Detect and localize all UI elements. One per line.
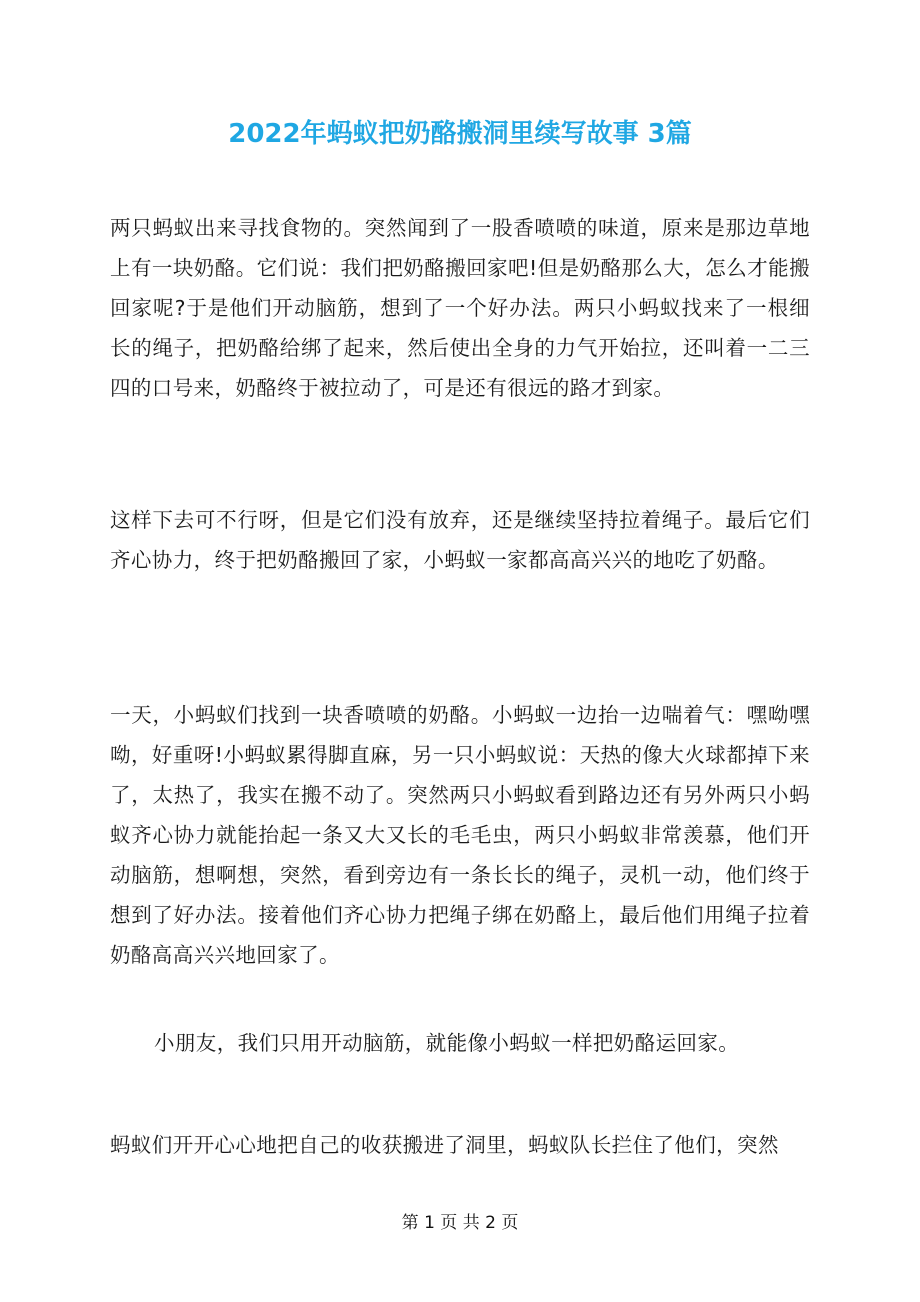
paragraph-3: 一天，小蚂蚁们找到一块香喷喷的奶酪。小蚂蚁一边抬一边喘着气：嘿呦嘿呦，好重呀!小蚂蚁累得脚直麻，另一只小蚂蚁说：天热的像大火球都掉下来了，太热了，我实在搬不动了。突然两只小蚂蚁看到路边还有另外两只小蚂蚁齐心协力就能抬起一条又大又长的毛毛虫，两只小蚂蚁非常羡慕，他们开动脑筋，想啊想，突然，看到旁边有一条长长的绳子，灵机一动，他们终于想到了好办法。接着他们齐心协力把绳子绑在奶酪上，最后他们用绳子拉着奶酪高高兴兴地回家了。 [110, 703, 810, 967]
paragraph-2: 这样下去可不行呀，但是它们没有放弃，还是继续坚持拉着绳子。最后它们齐心协力，终于把奶酪搬回了家，小蚂蚁一家都高高兴兴的地吃了奶酪。 [110, 508, 810, 572]
page-number-footer: 第 1 页 共 2 页 [401, 1213, 519, 1233]
paragraph-5: 蚂蚁们开开心心地把自己的收获搬进了洞里，蚂蚁队长拦住了他们，突然 [110, 1133, 779, 1157]
document-title: 2022年蚂蚁把奶酪搬洞里续写故事 3篇 [228, 119, 692, 149]
paragraph-1: 两只蚂蚁出来寻找食物的。突然闻到了一股香喷喷的味道，原来是那边草地上有一块奶酪。它们说：我们把奶酪搬回家吧!但是奶酪那么大，怎么才能搬回家呢?于是他们开动脑筋，想到了一个好办法。两只小蚂蚁找来了一根细长的绳子，把奶酪给绑了起来，然后使出全身的力气开始拉，还叫着一二三四的口号来，奶酪终于被拉动了，可是还有很远的路才到家。 [110, 216, 810, 400]
paragraph-4: 小朋友，我们只用开动脑筋，就能像小蚂蚁一样把奶酪运回家。 [154, 1031, 740, 1055]
